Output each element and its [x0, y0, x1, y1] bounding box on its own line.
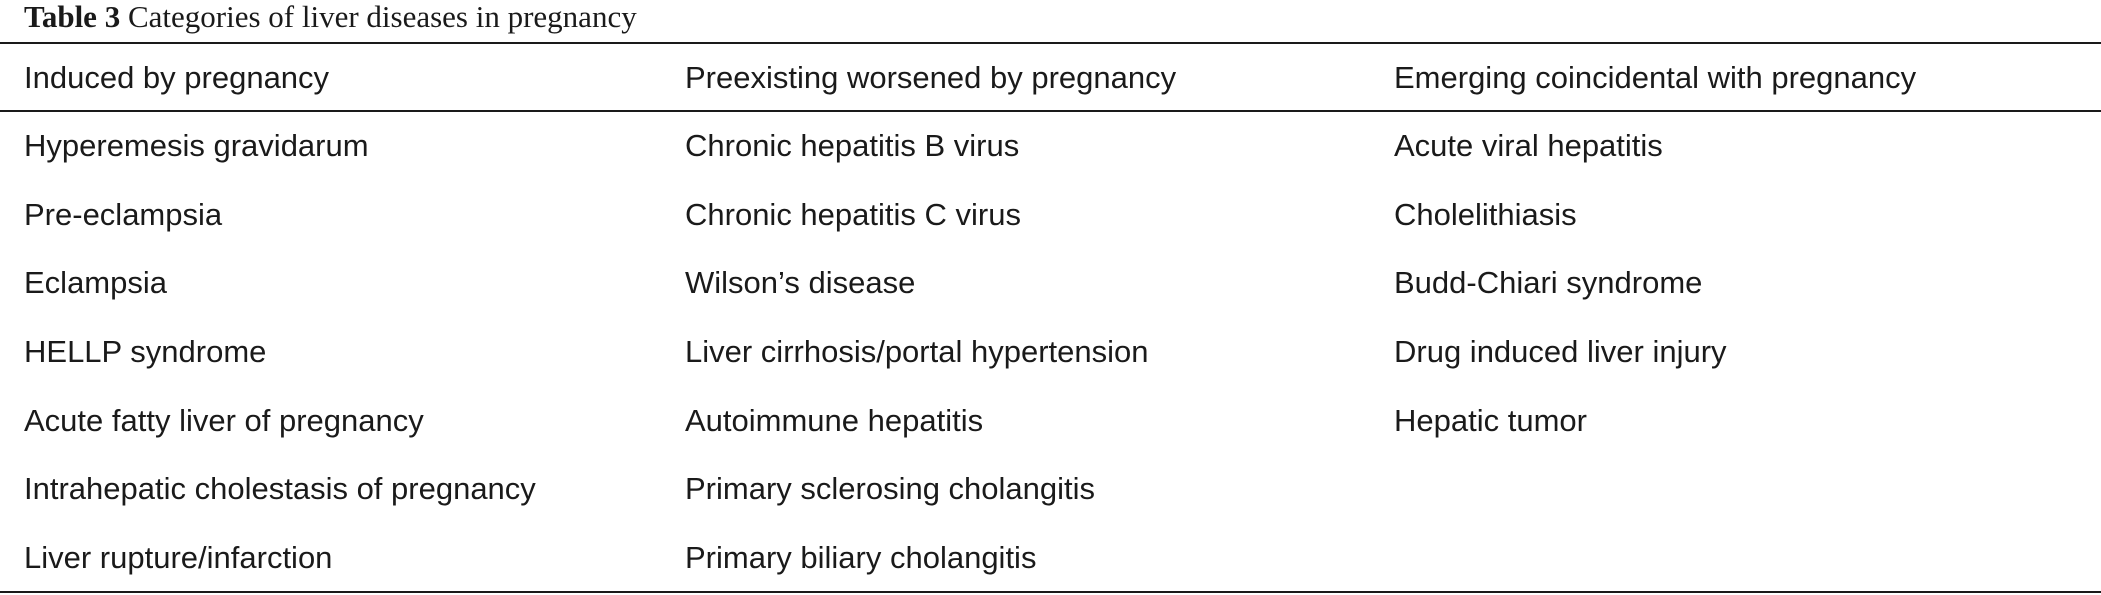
table-cell: Liver cirrhosis/portal hypertension — [685, 334, 1149, 369]
table-row — [0, 387, 2101, 455]
header-preexisting-worsened: Preexisting worsened by pregnancy — [685, 60, 1177, 95]
header-induced-by-pregnancy: Induced by pregnancy — [24, 60, 330, 95]
table-cell: Autoimmune hepatitis — [685, 403, 984, 438]
table-header-row — [0, 44, 2101, 112]
table-cell: Wilson’s disease — [685, 265, 916, 300]
table-cell: Chronic hepatitis B virus — [685, 128, 1020, 163]
header-emerging-coincidental: Emerging coincidental with pregnancy — [1394, 60, 1917, 95]
table-cell: Hyperemesis gravidarum — [24, 128, 369, 163]
table-cell: Acute viral hepatitis — [1394, 128, 1663, 163]
table-cell: Chronic hepatitis C virus — [685, 197, 1021, 232]
table-cell: Liver rupture/infarction — [24, 540, 333, 575]
table-row — [0, 249, 2101, 317]
table-cell: Eclampsia — [24, 265, 167, 300]
table-cell: Primary sclerosing cholangitis — [685, 471, 1096, 506]
table-cell: HELLP syndrome — [24, 334, 267, 369]
table-cell: Drug induced liver injury — [1394, 334, 1727, 369]
table-cell: Primary biliary cholangitis — [685, 540, 1037, 575]
table-row — [0, 318, 2101, 386]
table-caption — [24, 0, 637, 38]
table-row — [0, 524, 2101, 592]
table-title: Categories of liver diseases in pregnancy — [127, 0, 637, 34]
table-number: Table 3 — [24, 0, 121, 34]
table-cell: Intrahepatic cholestasis of pregnancy — [24, 471, 536, 506]
table-cell: Budd-Chiari syndrome — [1394, 265, 1703, 300]
table-cell: Hepatic tumor — [1394, 403, 1587, 438]
table-row — [0, 455, 2101, 523]
table-cell: Acute fatty liver of pregnancy — [24, 403, 424, 438]
table-cell: Cholelithiasis — [1394, 197, 1577, 232]
table-bottom-rule — [0, 591, 2101, 593]
table-cell: Pre-eclampsia — [24, 197, 223, 232]
table-row — [0, 112, 2101, 180]
table-row — [0, 181, 2101, 249]
